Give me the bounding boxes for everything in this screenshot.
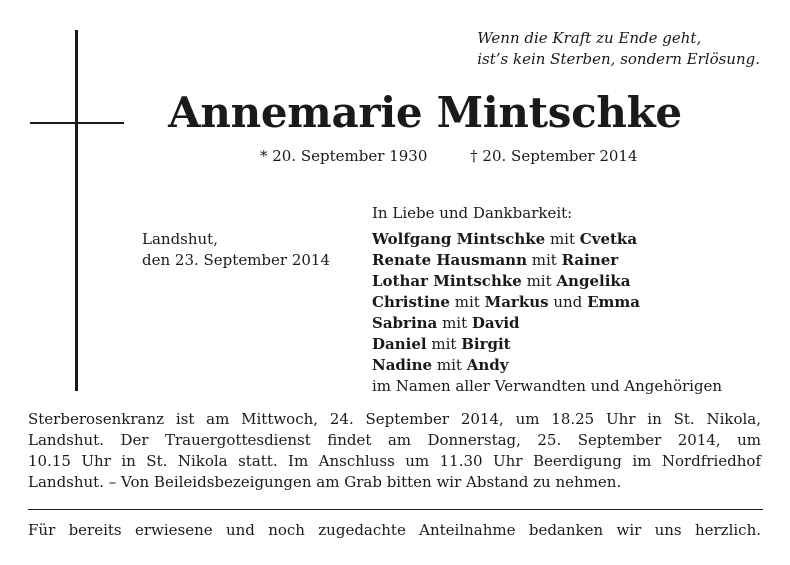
- mourner-name: Birgit: [461, 335, 511, 353]
- thanks-line: Für bereits erwiesene und noch zugedachte Anteilnahme bedanken wir uns herzlich.: [28, 521, 761, 539]
- mourner-row: [372, 334, 722, 355]
- joiner: mit: [454, 293, 480, 311]
- mourner-row: [372, 271, 722, 292]
- funeral-notice: [28, 409, 761, 493]
- mourner-name: Emma: [587, 293, 640, 311]
- place: Landshut,: [142, 230, 218, 248]
- mourner-name: Lothar Mintschke: [372, 272, 522, 290]
- mourner-name: Renate Hausmann: [372, 251, 527, 269]
- mourner-name: Angelika: [556, 272, 631, 290]
- deceased-name: Annemarie Mintschke: [168, 88, 682, 137]
- notice-line: Landshut. Der Trauergottesdienst findet am Donnerstag, 25. September 2014, um: [28, 431, 761, 449]
- notice-line: 10.15 Uhr in St. Nikola statt. Im Anschluss um 11.30 Uhr Beerdigung im Nordfriedhof: [28, 452, 761, 470]
- mourner-name: Cvetka: [579, 230, 638, 248]
- notice-line: Sterberosenkranz ist am Mittwoch, 24. September 2014, um 18.25 Uhr in St. Nikola,: [28, 410, 761, 428]
- mourner-name: Daniel: [372, 335, 427, 353]
- mourners-list: [372, 203, 722, 397]
- joiner: mit: [531, 251, 557, 269]
- joiner: und: [553, 293, 583, 311]
- mourner-row: [372, 250, 722, 271]
- joiner: mit: [436, 356, 462, 374]
- mourner-row: [372, 229, 722, 250]
- life-dates: [260, 146, 638, 166]
- mourner-row: [372, 313, 722, 334]
- notice-line: Landshut. – Von Beileidsbezeigungen am Grab bitten wir Abstand zu nehmen.: [28, 473, 622, 491]
- death-date: † 20. September 2014: [470, 147, 638, 165]
- mourner-name: David: [471, 314, 520, 332]
- cross-vertical-bar: [75, 30, 78, 391]
- divider: [28, 509, 763, 510]
- announcement-date: den 23. September 2014: [142, 250, 331, 269]
- mourner-name: Markus: [484, 293, 549, 311]
- mourner-row: [372, 292, 722, 313]
- mourner-name: Sabrina: [372, 314, 438, 332]
- birth-date: * 20. September 1930: [260, 147, 428, 165]
- joiner: mit: [549, 230, 576, 248]
- motto-quote: [477, 28, 760, 70]
- mourner-name: Rainer: [561, 251, 619, 269]
- mourners-closing: im Namen aller Verwandten und Angehörigen: [372, 377, 723, 395]
- mourner-name: Wolfgang Mintschke: [372, 230, 546, 248]
- mourner-name: Nadine: [372, 356, 433, 374]
- motto-line: Wenn die Kraft zu Ende geht,: [477, 29, 702, 47]
- joiner: mit: [526, 272, 552, 290]
- mourner-name: Andy: [466, 356, 509, 374]
- joiner: mit: [431, 335, 457, 353]
- mourner-row: [372, 355, 722, 376]
- mourner-name: Christine: [372, 293, 450, 311]
- joiner: mit: [442, 314, 468, 332]
- mourners-intro: In Liebe und Dankbarkeit:: [372, 204, 573, 222]
- motto-line: ist’s kein Sterben, sondern Erlösung.: [477, 50, 760, 68]
- place-and-date: [142, 229, 330, 270]
